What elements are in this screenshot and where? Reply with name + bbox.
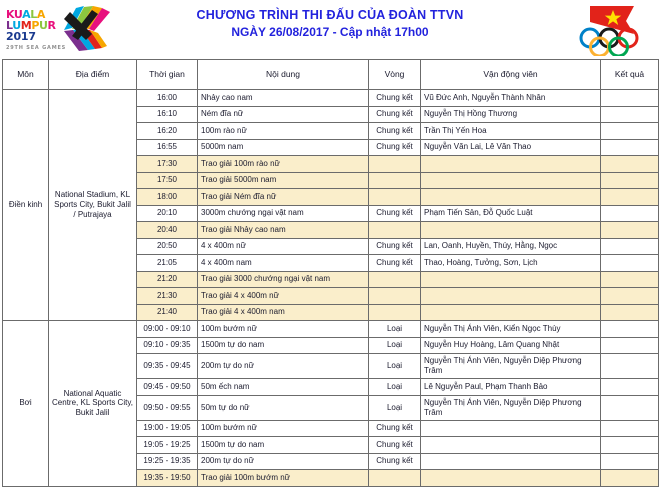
athletes-cell xyxy=(421,420,601,437)
column-header-round: Vòng xyxy=(369,60,421,90)
time-cell: 20:50 xyxy=(137,238,198,255)
time-cell: 17:30 xyxy=(137,156,198,173)
event-cell: 4 x 400m nữ xyxy=(198,238,369,255)
event-cell: 50m tự do nữ xyxy=(198,395,369,420)
result-cell xyxy=(601,172,659,189)
result-cell xyxy=(601,470,659,487)
result-cell xyxy=(601,337,659,354)
athletes-cell: Vũ Đức Anh, Nguyễn Thành Nhân xyxy=(421,90,601,107)
athletes-cell: Nguyễn Thị Ánh Viên, Nguyễn Diệp Phương Trâm xyxy=(421,395,601,420)
time-cell: 20:10 xyxy=(137,205,198,222)
round-cell: Chung kết xyxy=(369,238,421,255)
round-cell xyxy=(369,172,421,189)
column-header-athletes: Vận động viên xyxy=(421,60,601,90)
athletes-cell: Thao, Hoàng, Tưởng, Sơn, Lịch xyxy=(421,255,601,272)
round-cell: Chung kết xyxy=(369,420,421,437)
round-cell xyxy=(369,156,421,173)
round-cell: Loại xyxy=(369,395,421,420)
round-cell: Chung kết xyxy=(369,123,421,140)
athletes-cell: Phạm Tiến Sản, Đỗ Quốc Luật xyxy=(421,205,601,222)
athletes-cell xyxy=(421,222,601,239)
result-cell xyxy=(601,255,659,272)
time-cell: 16:00 xyxy=(137,90,198,107)
round-cell xyxy=(369,189,421,206)
result-cell xyxy=(601,321,659,338)
time-cell: 09:50 - 09:55 xyxy=(137,395,198,420)
table-body xyxy=(3,90,659,487)
time-cell: 21:40 xyxy=(137,304,198,321)
column-header-time: Thời gian xyxy=(137,60,198,90)
page-subtitle: NGÀY 26/08/2017 - Cập nhật 17h00 xyxy=(231,25,429,40)
column-header-result: Kết quả xyxy=(601,60,659,90)
athletes-cell xyxy=(421,172,601,189)
column-header-venue: Địa điểm xyxy=(49,60,137,90)
athletes-cell xyxy=(421,189,601,206)
athletes-cell xyxy=(421,470,601,487)
venue-cell: National Aquatic Centre, KL Sports City, Bukit Jalil xyxy=(49,321,137,487)
venue-cell: National Stadium, KL Sports City, Bukit Jalil / Putrajaya xyxy=(49,90,137,321)
athletes-cell: Lê Nguyễn Paul, Phạm Thanh Bảo xyxy=(421,379,601,396)
event-cell: Trao giải Ném đĩa nữ xyxy=(198,189,369,206)
event-cell: Nhảy cao nam xyxy=(198,90,369,107)
table-row xyxy=(3,321,659,338)
result-cell xyxy=(601,156,659,173)
event-cell: Trao giải 4 x 400m nam xyxy=(198,304,369,321)
event-cell: 4 x 400m nam xyxy=(198,255,369,272)
time-cell: 21:20 xyxy=(137,271,198,288)
result-cell xyxy=(601,238,659,255)
time-cell: 09:00 - 09:10 xyxy=(137,321,198,338)
athletes-cell xyxy=(421,453,601,470)
round-cell: Chung kết xyxy=(369,437,421,454)
sport-name-cell: Bơi xyxy=(3,321,49,487)
athletes-cell: Nguyễn Thị Ánh Viên, Kiển Ngọc Thùy xyxy=(421,321,601,338)
result-cell xyxy=(601,395,659,420)
page-title: CHƯƠNG TRÌNH THI ĐẤU CỦA ĐOÀN TTVN xyxy=(196,8,464,22)
result-cell xyxy=(601,354,659,379)
schedule-table-container xyxy=(2,59,658,487)
result-cell xyxy=(601,222,659,239)
round-cell xyxy=(369,470,421,487)
event-cell: 100m bướm nữ xyxy=(198,321,369,338)
page-header xyxy=(0,0,660,58)
vietnam-olympic-committee-logo xyxy=(568,2,652,56)
time-cell: 19:00 - 19:05 xyxy=(137,420,198,437)
result-cell xyxy=(601,379,659,396)
athletes-cell: Nguyễn Huy Hoàng, Lâm Quang Nhật xyxy=(421,337,601,354)
competition-schedule-table xyxy=(2,59,659,487)
svg-text:2017: 2017 xyxy=(6,30,36,43)
event-cell: 200m tự do nữ xyxy=(198,354,369,379)
athletes-cell: Nguyễn Văn Lai, Lê Văn Thao xyxy=(421,139,601,156)
result-cell xyxy=(601,288,659,305)
table-header xyxy=(3,60,659,90)
result-cell xyxy=(601,271,659,288)
result-cell xyxy=(601,90,659,107)
time-cell: 09:35 - 09:45 xyxy=(137,354,198,379)
event-cell: 100m bướm nữ xyxy=(198,420,369,437)
athletes-cell xyxy=(421,437,601,454)
result-cell xyxy=(601,437,659,454)
result-cell xyxy=(601,205,659,222)
round-cell: Chung kết xyxy=(369,90,421,107)
round-cell: Chung kết xyxy=(369,255,421,272)
sport-name-cell: Điền kinh xyxy=(3,90,49,321)
svg-text:KUALA: KUALA xyxy=(6,8,45,21)
event-cell: Trao giải 3000 chướng ngại vật nam xyxy=(198,271,369,288)
result-cell xyxy=(601,420,659,437)
round-cell: Loại xyxy=(369,321,421,338)
result-cell xyxy=(601,106,659,123)
event-cell: 50m ếch nam xyxy=(198,379,369,396)
event-cell: Trao giải 100m rào nữ xyxy=(198,156,369,173)
time-cell: 20:40 xyxy=(137,222,198,239)
event-cell: 5000m nam xyxy=(198,139,369,156)
athletes-cell: Nguyễn Thị Ánh Viên, Nguyễn Diệp Phương Trâm xyxy=(421,354,601,379)
time-cell: 18:00 xyxy=(137,189,198,206)
column-header-event: Nội dung xyxy=(198,60,369,90)
athletes-cell: Lan, Oanh, Huyền, Thúy, Hằng, Ngọc xyxy=(421,238,601,255)
time-cell: 09:10 - 09:35 xyxy=(137,337,198,354)
athletes-cell xyxy=(421,288,601,305)
round-cell: Chung kết xyxy=(369,205,421,222)
time-cell: 19:25 - 19:35 xyxy=(137,453,198,470)
result-cell xyxy=(601,304,659,321)
voc-logo-mark xyxy=(568,2,652,56)
athletes-cell xyxy=(421,156,601,173)
round-cell: Chung kết xyxy=(369,106,421,123)
page-title-block xyxy=(0,6,660,42)
event-cell: Ném đĩa nữ xyxy=(198,106,369,123)
round-cell: Chung kết xyxy=(369,453,421,470)
event-cell: 1500m tự do nam xyxy=(198,437,369,454)
time-cell: 19:05 - 19:25 xyxy=(137,437,198,454)
result-cell xyxy=(601,189,659,206)
svg-text:29TH SEA GAMES: 29TH SEA GAMES xyxy=(6,45,67,51)
round-cell: Loại xyxy=(369,379,421,396)
round-cell xyxy=(369,271,421,288)
time-cell: 16:55 xyxy=(137,139,198,156)
table-header-row xyxy=(3,60,659,90)
time-cell: 09:45 - 09:50 xyxy=(137,379,198,396)
time-cell: 21:30 xyxy=(137,288,198,305)
column-header-sport: Môn xyxy=(3,60,49,90)
round-cell: Chung kết xyxy=(369,139,421,156)
round-cell xyxy=(369,222,421,239)
result-cell xyxy=(601,123,659,140)
time-cell: 19:35 - 19:50 xyxy=(137,470,198,487)
athletes-cell xyxy=(421,304,601,321)
event-cell: 100m rào nữ xyxy=(198,123,369,140)
round-cell xyxy=(369,304,421,321)
time-cell: 16:20 xyxy=(137,123,198,140)
event-cell: 200m tự do nữ xyxy=(198,453,369,470)
svg-text:LUMPUR: LUMPUR xyxy=(6,19,56,32)
round-cell: Loại xyxy=(369,337,421,354)
event-cell: 3000m chướng ngại vật nam xyxy=(198,205,369,222)
time-cell: 16:10 xyxy=(137,106,198,123)
event-cell: Trao giải 100m bướm nữ xyxy=(198,470,369,487)
table-row xyxy=(3,90,659,107)
athletes-cell: Nguyễn Thị Hồng Thương xyxy=(421,106,601,123)
event-cell: Trao giải 4 x 400m nữ xyxy=(198,288,369,305)
event-cell: Trao giải Nhảy cao nam xyxy=(198,222,369,239)
event-cell: Trao giải 5000m nam xyxy=(198,172,369,189)
result-cell xyxy=(601,453,659,470)
athletes-cell: Trần Thị Yến Hoa xyxy=(421,123,601,140)
round-cell xyxy=(369,288,421,305)
result-cell xyxy=(601,139,659,156)
round-cell: Loại xyxy=(369,354,421,379)
time-cell: 21:05 xyxy=(137,255,198,272)
event-cell: 1500m tự do nam xyxy=(198,337,369,354)
athletes-cell xyxy=(421,271,601,288)
time-cell: 17:50 xyxy=(137,172,198,189)
